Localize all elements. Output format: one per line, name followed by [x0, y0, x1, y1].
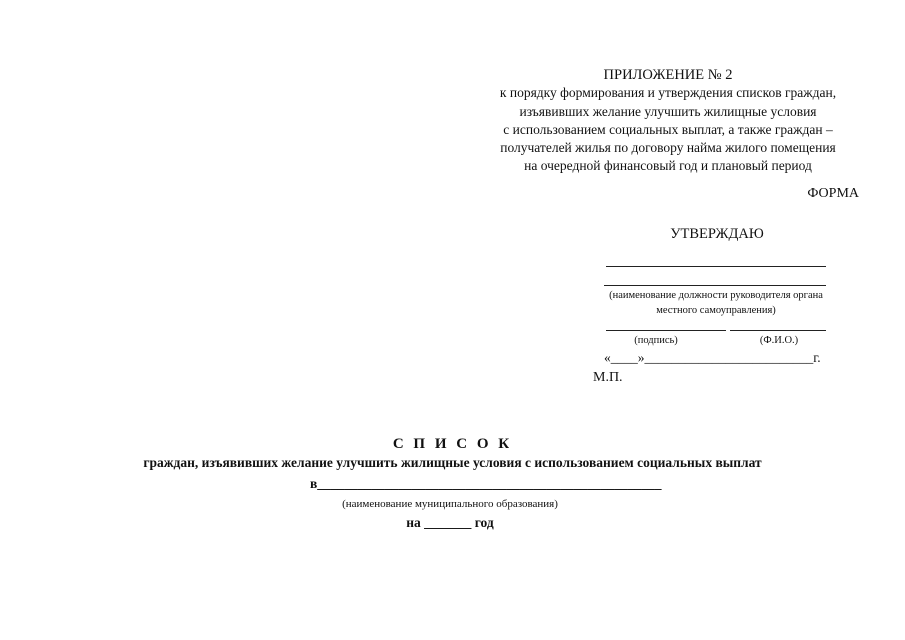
approval-heading: УТВЕРЖДАЮ — [670, 226, 764, 242]
municipality-caption: (наименование муниципального образования) — [342, 498, 558, 510]
position-blank-line — [604, 285, 826, 286]
name-caption: (Ф.И.О.) — [759, 335, 799, 346]
stamp-placeholder: М.П. — [593, 370, 623, 385]
appendix-title: ПРИЛОЖЕНИЕ № 2 — [603, 67, 733, 83]
position-blank-line — [606, 266, 826, 267]
appendix-line: изъявивших желание улучшить жилищные условия — [519, 103, 817, 119]
position-caption — [585, 288, 847, 318]
municipality-prefix: в — [310, 476, 318, 491]
list-subtitle: граждан, изъявивших желание улучшить жилищные условия с использованием социальных выплат — [143, 455, 762, 470]
form-label: ФОРМА — [807, 186, 859, 201]
position-caption-line: (наименование должности руководителя органа — [609, 290, 823, 301]
appendix-line: получателей жилья по договору найма жилого помещения — [500, 140, 836, 156]
municipality-blank: ___________________________________________________ — [317, 476, 662, 491]
list-title: С П И С О К — [392, 436, 513, 452]
approval-date-line: «____»_________________________г. — [604, 350, 821, 365]
municipality-line — [310, 476, 662, 492]
appendix-line: на очередной финансовый год и плановый период — [524, 158, 812, 174]
appendix-line: к порядку формирования и утверждения списков граждан, — [499, 85, 837, 101]
year-line: на _______ год — [406, 515, 494, 530]
signature-blank-line — [606, 330, 726, 331]
appendix-header — [470, 66, 866, 176]
signature-caption: (подпись) — [634, 335, 678, 346]
appendix-line: с использованием социальных выплат, а также граждан – — [503, 121, 833, 137]
position-caption-line: местного самоуправления) — [656, 305, 776, 316]
name-blank-line — [730, 330, 826, 331]
